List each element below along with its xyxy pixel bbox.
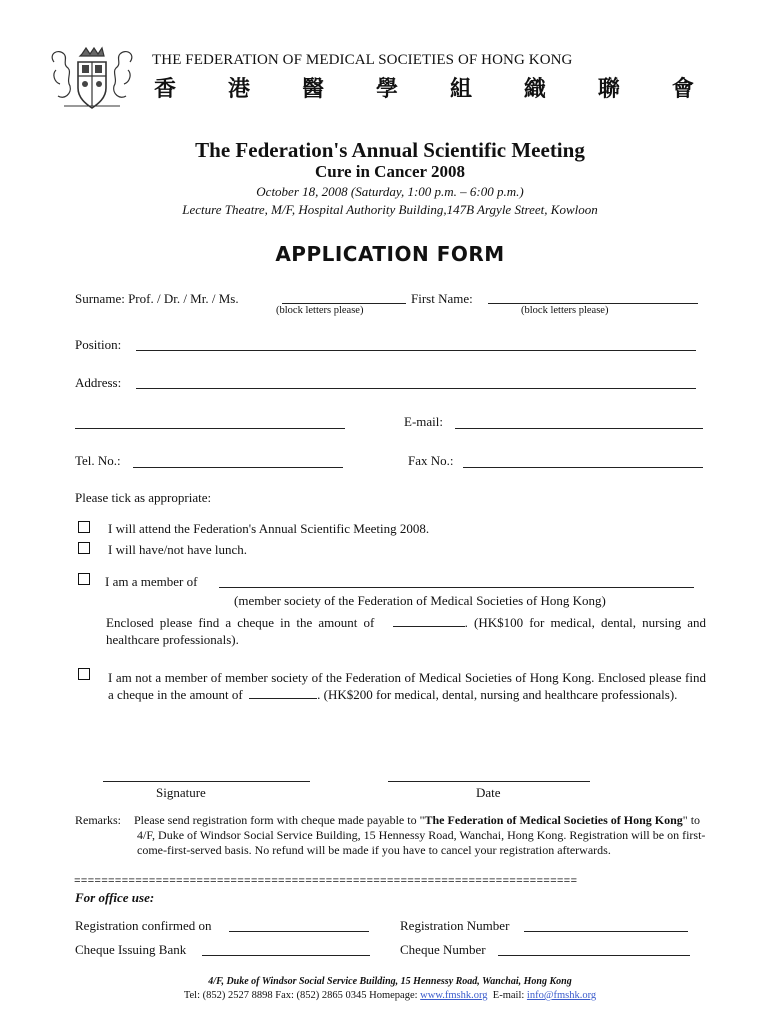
fax-label: Fax No.: bbox=[408, 453, 454, 468]
crest-with-dragons-icon bbox=[44, 44, 140, 114]
surname-field[interactable] bbox=[282, 303, 406, 304]
first-name-hint: (block letters please) bbox=[521, 305, 609, 316]
first-name-field[interactable] bbox=[488, 303, 698, 304]
nonmember-cheque-amount-field[interactable] bbox=[249, 687, 317, 699]
lunch-label: I will have/not have lunch. bbox=[108, 542, 247, 557]
position-label: Position: bbox=[75, 337, 122, 352]
surname-label: Surname: Prof. / Dr. / Mr. / Ms. bbox=[75, 291, 239, 306]
reg-confirmed-label: Registration confirmed on bbox=[75, 918, 212, 933]
org-zh-char: 織 bbox=[523, 77, 546, 102]
meeting-subtitle: Cure in Cancer 2008 bbox=[314, 162, 465, 181]
address-label: Address: bbox=[75, 375, 122, 390]
fax-field[interactable] bbox=[463, 467, 703, 468]
org-zh-char: 聯 bbox=[597, 77, 620, 102]
email-link[interactable]: info@fmshk.org bbox=[526, 990, 597, 1001]
remarks-payee: The Federation of Medical Societies of Hong Kong bbox=[424, 813, 683, 827]
member-checkbox[interactable] bbox=[78, 573, 90, 585]
tick-instruction: Please tick as appropriate: bbox=[75, 490, 212, 505]
homepage-link[interactable]: www.fmshk.org bbox=[420, 990, 488, 1001]
nonmember-checkbox[interactable] bbox=[78, 668, 90, 680]
cheque-number-field[interactable] bbox=[498, 955, 690, 956]
address-field[interactable] bbox=[136, 388, 696, 389]
attend-label: I will attend the Federation's Annual Scientific Meeting 2008. bbox=[108, 521, 430, 536]
reg-number-label: Registration Number bbox=[400, 918, 510, 933]
reg-confirmed-field[interactable] bbox=[229, 931, 369, 932]
meeting-venue: Lecture Theatre, M/F, Hospital Authority Building,147B Argyle Street, Kowloon bbox=[182, 202, 598, 217]
signature-field[interactable] bbox=[103, 781, 310, 782]
lunch-checkbox[interactable] bbox=[78, 542, 90, 554]
signature-label: Signature bbox=[156, 785, 206, 800]
date-label: Date bbox=[476, 785, 501, 800]
organization-name-zh bbox=[154, 72, 694, 103]
remarks-text bbox=[134, 813, 707, 858]
date-field[interactable] bbox=[388, 781, 590, 782]
member-cheque-text bbox=[106, 614, 706, 648]
footer-email-label: E-mail: bbox=[492, 990, 525, 1001]
remarks-label: Remarks: bbox=[75, 813, 121, 827]
cheque-number-label: Cheque Number bbox=[400, 942, 486, 957]
meeting-date: October 18, 2008 (Saturday, 1:00 p.m. – 6:00 p.m.) bbox=[256, 184, 524, 199]
form-title: APPLICATION FORM bbox=[275, 242, 505, 266]
cheque-bank-field[interactable] bbox=[202, 955, 370, 956]
first-name-label: First Name: bbox=[411, 291, 473, 306]
email-field[interactable] bbox=[455, 428, 703, 429]
member-label: I am a member of bbox=[105, 574, 198, 589]
attend-checkbox[interactable] bbox=[78, 521, 90, 533]
position-field[interactable] bbox=[136, 350, 696, 351]
org-zh-char: 會 bbox=[671, 77, 694, 102]
tel-label: Tel. No.: bbox=[75, 453, 121, 468]
footer-tel-fax: Tel: (852) 2527 8898 Fax: (852) 2865 0345 Homepage: bbox=[183, 990, 418, 1001]
org-zh-char: 學 bbox=[375, 77, 398, 102]
reg-number-field[interactable] bbox=[524, 931, 688, 932]
member-cheque-amount-field[interactable] bbox=[393, 615, 465, 627]
remarks-text-2: " to 4/F, Duke of Windsor Social Service Building, 15 Hennessy Road, Wanchai, Hong Kong. Registration will be on first-come-first-served basis. No refund will be made if you have to cancel your registration afterwards. bbox=[137, 813, 706, 857]
nonmember-text-b: . (HK$200 for medical, dental, nursing and healthcare professionals). bbox=[317, 687, 678, 702]
member-cheque-text-b: . (HK$100 for medical, dental, nursing and healthcare professionals). bbox=[106, 615, 706, 647]
org-zh-char: 醫 bbox=[301, 77, 324, 102]
meeting-title: The Federation's Annual Scientific Meeting bbox=[195, 138, 585, 162]
email-label: E-mail: bbox=[404, 414, 443, 429]
footer-address: 4/F, Duke of Windsor Social Service Building, 15 Hennessy Road, Wanchai, Hong Kong bbox=[208, 976, 572, 987]
org-zh-char: 港 bbox=[227, 77, 250, 102]
separator: ========================================================================== bbox=[74, 876, 578, 888]
surname-hint: (block letters please) bbox=[276, 305, 364, 316]
member-society-hint: (member society of the Federation of Medical Societies of Hong Kong) bbox=[234, 593, 606, 608]
member-society-field[interactable] bbox=[219, 587, 694, 588]
address-field-line-2[interactable] bbox=[75, 428, 345, 429]
nonmember-text bbox=[108, 669, 706, 703]
remarks-text-1: Please send registration form with cheque made payable to " bbox=[134, 813, 425, 827]
org-zh-char: 組 bbox=[449, 77, 472, 102]
nonmember-text-a: I am not a member of member society of the Federation of Medical Societies of Hong Kong. Enclosed please find a cheque in the amount of bbox=[108, 670, 706, 702]
organization-name-en: THE FEDERATION OF MEDICAL SOCIETIES OF HONG KONG bbox=[152, 52, 573, 68]
cheque-bank-label: Cheque Issuing Bank bbox=[75, 942, 187, 957]
footer-contact bbox=[0, 990, 770, 1001]
tel-field[interactable] bbox=[133, 467, 343, 468]
office-use-title: For office use: bbox=[75, 890, 155, 905]
member-cheque-text-a: Enclosed please find a cheque in the amount of bbox=[106, 615, 375, 630]
org-zh-char: 香 bbox=[154, 77, 177, 102]
